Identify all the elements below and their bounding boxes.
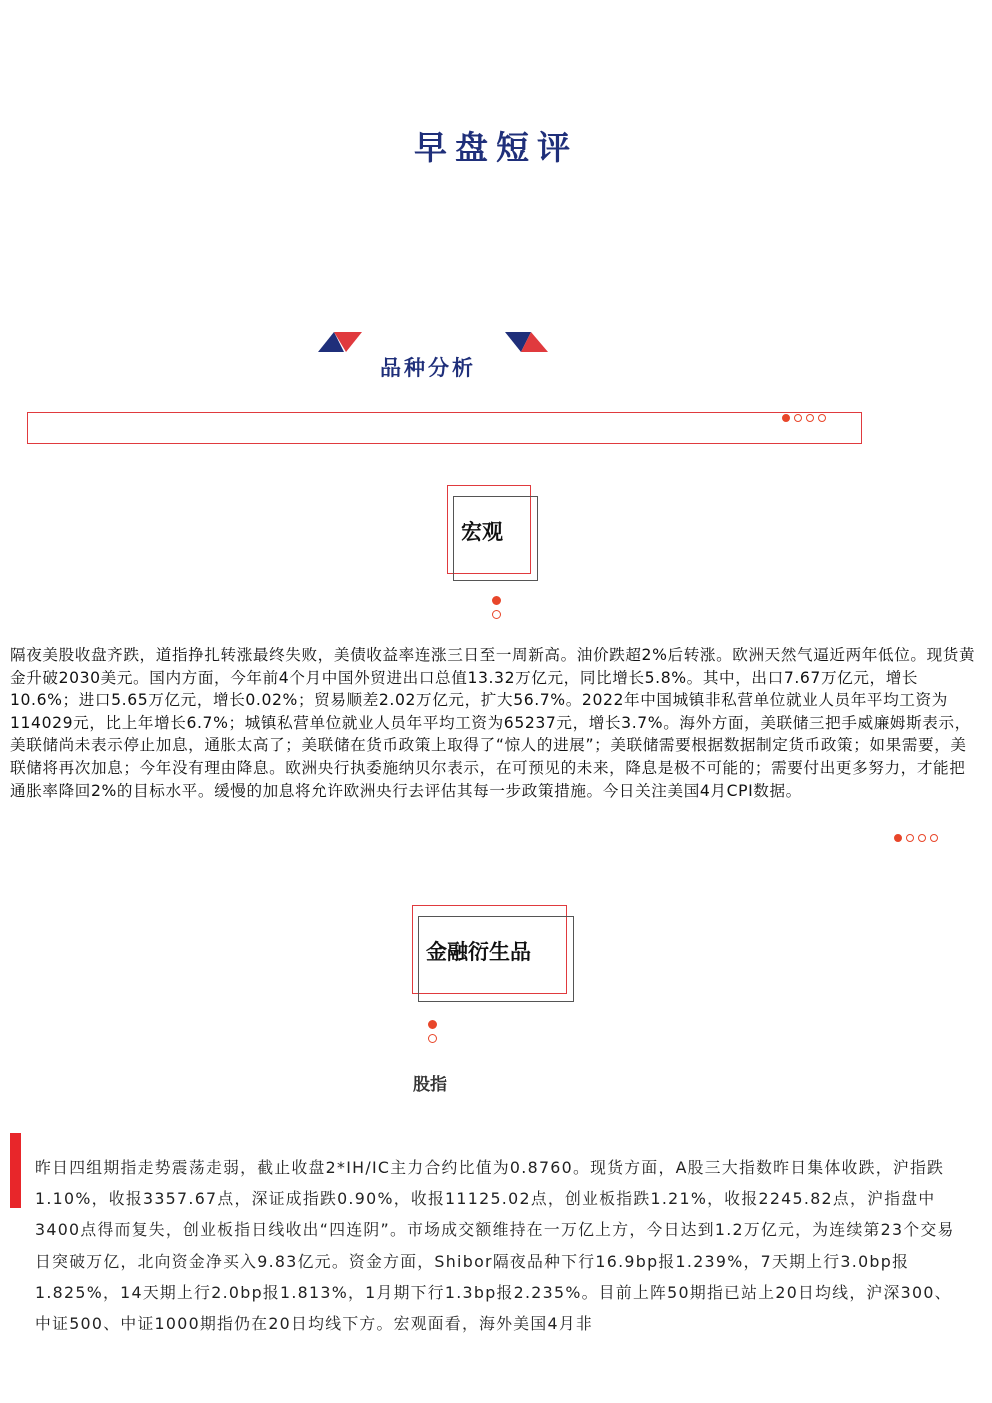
macro-end-dots-icon bbox=[894, 834, 938, 842]
left-triangle-icon bbox=[318, 332, 362, 352]
page-title: 早盘短评 bbox=[414, 128, 578, 167]
accent-bar bbox=[10, 1133, 21, 1208]
macro-dots-icon bbox=[492, 596, 501, 619]
banner-frame bbox=[27, 412, 862, 444]
derivatives-dots-icon bbox=[428, 1020, 437, 1043]
stock-index-paragraph: 昨日四组期指走势震荡走弱，截止收盘2*IH/IC主力合约比值为0.8760。现货方面，A股三大指数昨日集体收跌，沪指跌1.10%，收报3357.67点，深证成指跌0.90%，收报11125.02点，创业板指跌1.21%，收报2245.82点，沪指盘中3400点得而复失，创业板指日线收出“四连阴”。市场成交额维持在一万亿上方，今日达到1.2万亿元，为连续第23个交易日突破万亿，北向资金净买入9.83亿元。资金方面，Shibor隔夜品种下行16.9bp报1.239%，7天期上行3.0bp报1.825%，14天期上行2.0bp报1.813%，1月期下行1.3bp报2.235%。目前上阵50期指已站上20日均线，沪深300、中证500、中证1000期指仍在20日均线下方。宏观面看，海外美国4月非 bbox=[35, 1158, 955, 1334]
macro-paragraph: 隔夜美股收盘齐跌，道指挣扎转涨最终失败，美债收益率连涨三日至一周新高。油价跌超2%后转涨。欧洲天然气逼近两年低位。现货黄金升破2030美元。国内方面，今年前4个月中国外贸进出口总值13.32万亿元，同比增长5.8%。其中，出口7.67万亿元，增长10.6%；进口5.65万亿元，增长0.02%；贸易顺差2.02万亿元，扩大56.7%。2022年中国城镇非私营单位就业人员年平均工资为114029元，比上年增长6.7%；城镇私营单位就业人员年平均工资为65237元，增长3.7%。海外方面，美联储三把手威廉姆斯表示，美联储尚未表示停止加息，通胀太高了；美联储在货币政策上取得了“惊人的进展”；美联储需要根据数据制定货币政策；如果需要，美联储将再次加息；今年没有理由降息。欧洲央行执委施纳贝尔表示，在可预见的未来，降息是极不可能的；需要付出更多努力，才能把通胀率降回2%的目标水平。缓慢的加息将允许欧洲央行去评估其每一步政策措施。今日关注美国4月CPI数据。 bbox=[10, 646, 976, 800]
banner-dots-icon bbox=[782, 414, 826, 422]
derivatives-label: 金融衍生品 bbox=[426, 940, 531, 964]
macro-label: 宏观 bbox=[461, 520, 503, 544]
right-triangle-icon bbox=[505, 332, 548, 352]
section-title: 品种分析 bbox=[380, 356, 476, 380]
stock-index-heading: 股指 bbox=[413, 1075, 447, 1095]
